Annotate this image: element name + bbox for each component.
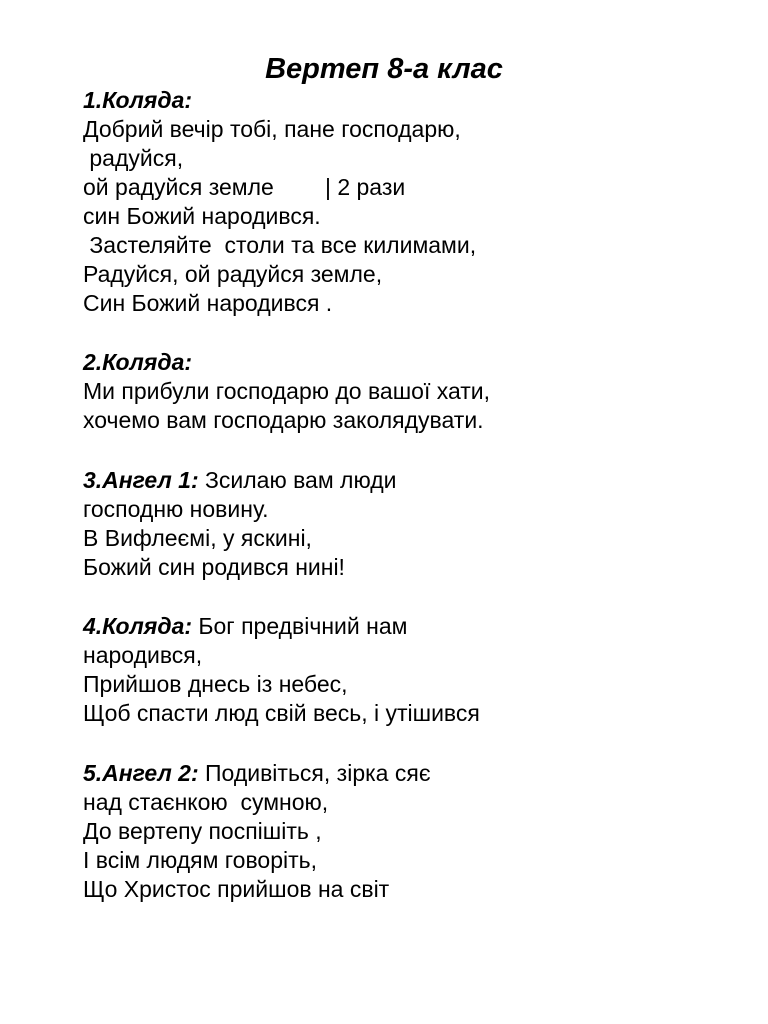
lyric-line: Син Божий народився . xyxy=(83,290,333,316)
lyric-line: Божий син родився нині! xyxy=(83,554,345,580)
section-1-koliada xyxy=(83,86,743,318)
section-2-koliada xyxy=(83,348,743,435)
section-4-koliada xyxy=(83,612,743,728)
section-3-angel-1 xyxy=(83,466,743,582)
section-inline-text: Подивіться, зірка сяє xyxy=(198,760,431,786)
section-heading: 5.Ангел 2: xyxy=(83,760,199,786)
section-inline-text: Зсилаю вам люди xyxy=(198,467,397,493)
lyric-line: хочемо вам господарю заколядувати. xyxy=(83,407,484,433)
section-heading-line xyxy=(83,86,743,115)
lyric-line: Добрий вечір тобі, пане господарю, xyxy=(83,116,461,142)
section-5-angel-2 xyxy=(83,759,743,904)
section-inline-text: Бог предвічний нам xyxy=(192,613,408,639)
section-heading: 4.Коляда: xyxy=(83,613,193,639)
lyric-line: син Божий народився. xyxy=(83,203,321,229)
section-heading-line xyxy=(83,466,743,495)
section-heading-line xyxy=(83,759,743,788)
section-heading-line xyxy=(83,612,743,641)
lyric-line: І всім людям говоріть, xyxy=(83,847,318,873)
section-heading: 1.Коляда: xyxy=(83,87,193,113)
lyric-line: Щоб спасти люд свій весь, і утішився xyxy=(83,700,480,726)
lyric-line: В Вифлеємі, у яскині, xyxy=(83,525,312,551)
section-heading: 3.Ангел 1: xyxy=(83,467,199,493)
lyric-line: До вертепу поспішіть , xyxy=(83,818,322,844)
lyric-line: Ми прибули господарю до вашої хати, xyxy=(83,378,491,404)
lyric-line: Радуйся, ой радуйся земле, xyxy=(83,261,383,287)
lyric-line: Застеляйте столи та все килимами, xyxy=(83,232,477,258)
lyric-line: ой радуйся земле | 2 рази xyxy=(83,174,406,200)
lyric-line: господню новину. xyxy=(83,496,269,522)
document-title: Вертеп 8-а клас xyxy=(265,53,503,85)
lyric-line: Прийшов днесь із небес, xyxy=(83,671,348,697)
section-heading-line xyxy=(83,348,743,377)
lyric-line: над стаєнкою сумною, xyxy=(83,789,329,815)
lyric-line: радуйся, xyxy=(83,145,184,171)
lyric-line: народився, xyxy=(83,642,203,668)
section-heading: 2.Коляда: xyxy=(83,349,193,375)
lyric-line: Що Христос прийшов на світ xyxy=(83,876,390,902)
